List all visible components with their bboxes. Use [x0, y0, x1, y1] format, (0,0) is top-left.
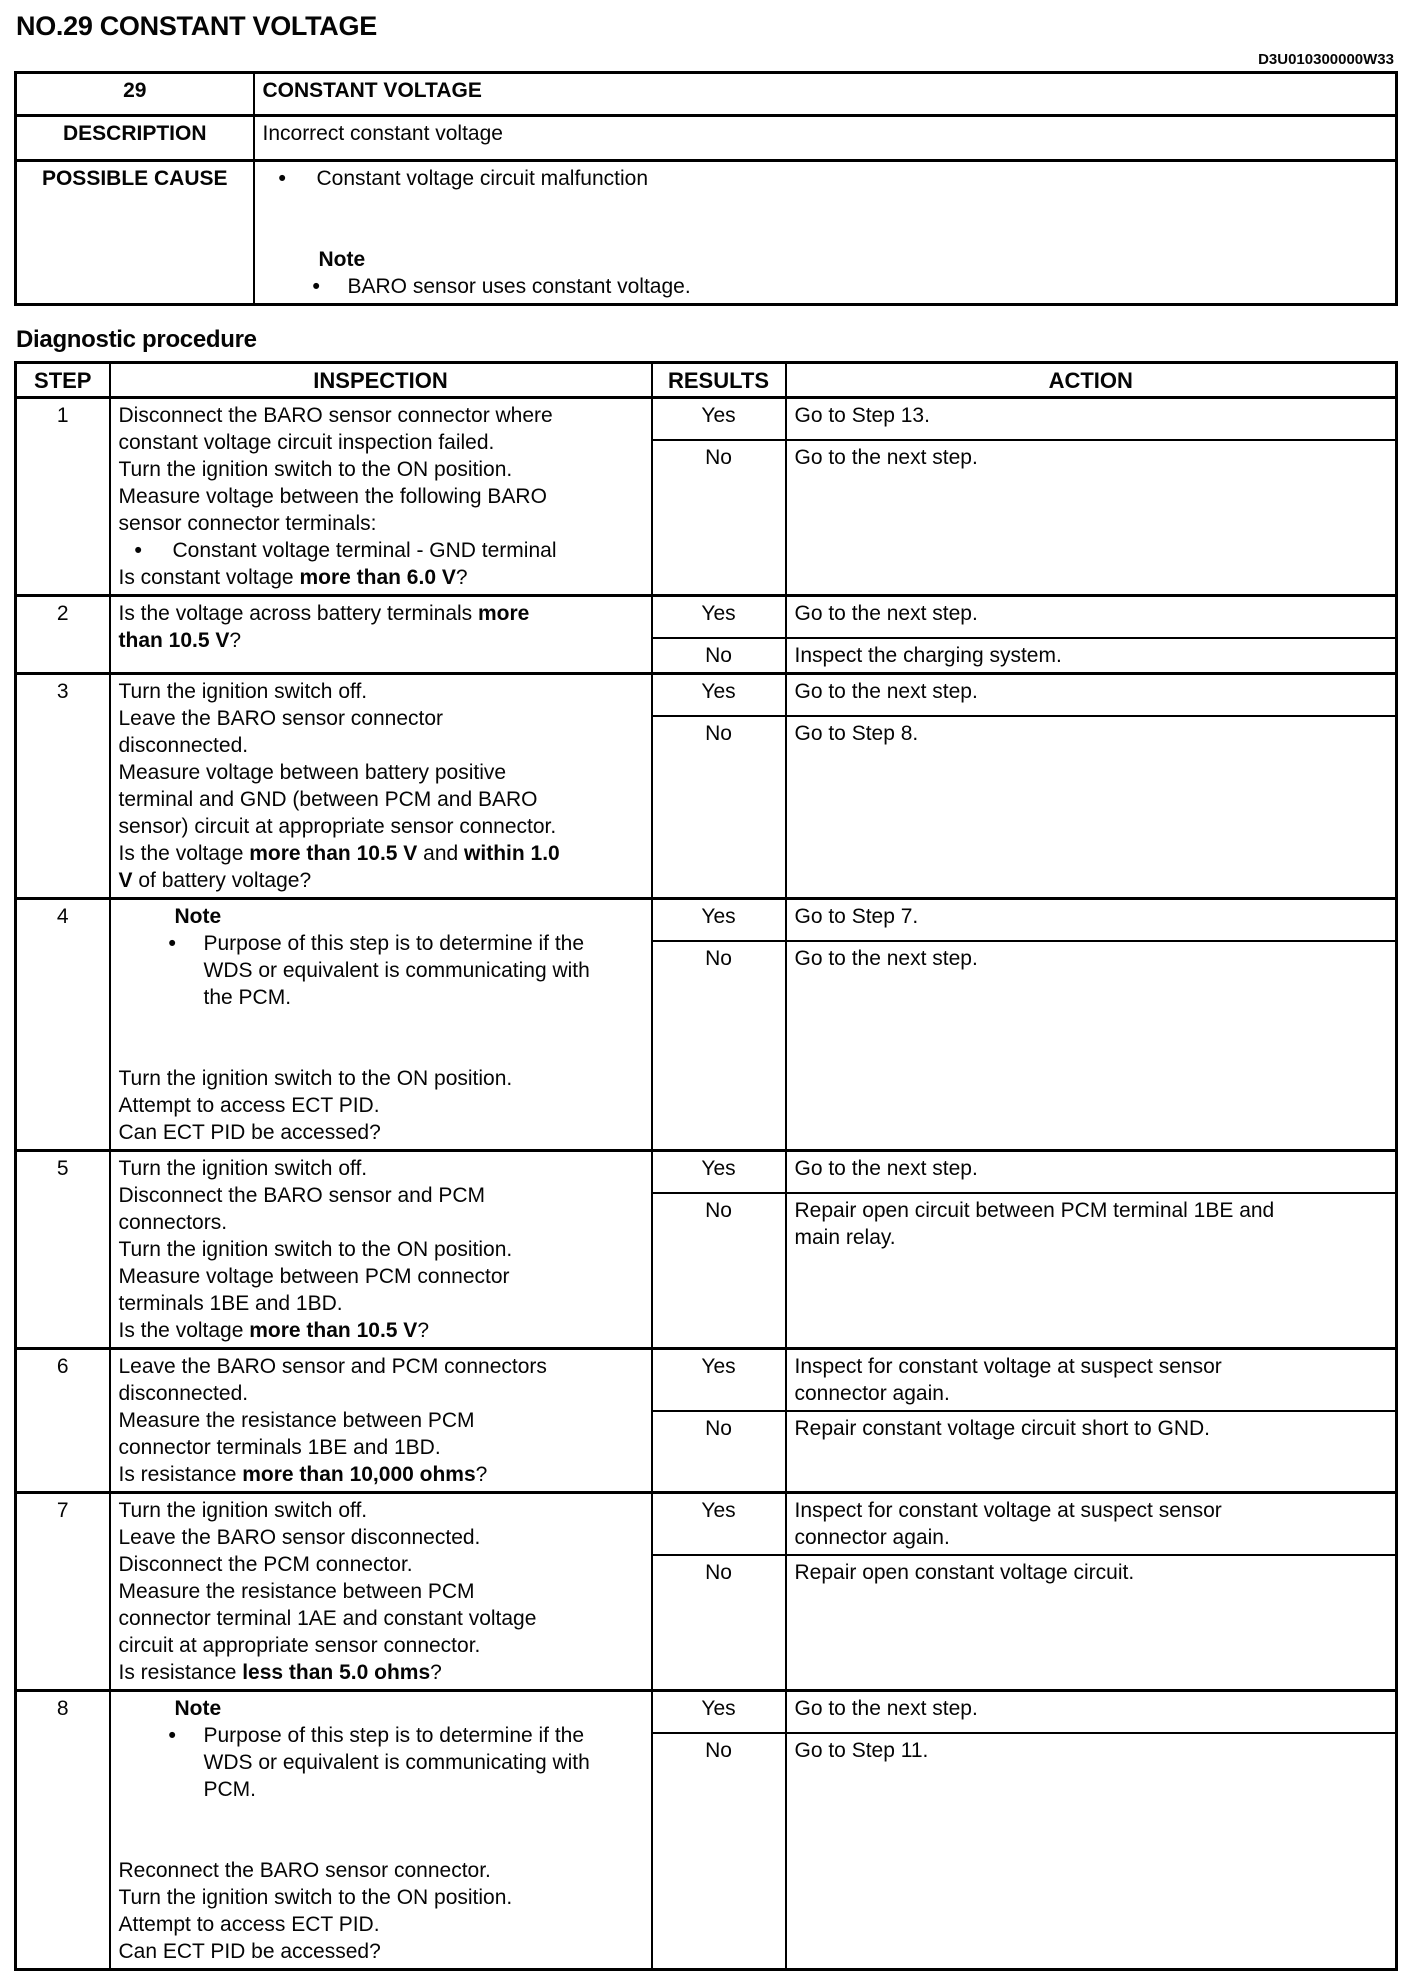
dtc-title-cell: CONSTANT VOLTAGE [254, 73, 1397, 116]
text-line: Is the voltage across battery terminals more [118, 602, 530, 625]
text-line: Disconnect the BARO sensor and PCM [118, 1184, 485, 1207]
step-number: 3 [16, 674, 110, 899]
text-line: Go to the next step. [794, 680, 978, 703]
text-line: connector again. [794, 1382, 950, 1405]
text-line: than 10.5 V? [118, 629, 242, 652]
text-line: Constant voltage circuit malfunction [316, 167, 648, 190]
text-line: disconnected. [118, 1382, 249, 1405]
text-block [119, 930, 643, 1011]
action-cell [786, 941, 1397, 1151]
table-row [16, 674, 1397, 717]
result-cell: Yes [652, 1691, 786, 1734]
action-cell [786, 398, 1397, 441]
text-block-body [119, 1497, 537, 1686]
possible-cause-content [254, 161, 1397, 305]
text-block [263, 273, 1388, 300]
text-line: Note [174, 905, 222, 928]
col-header-inspection: INSPECTION [110, 363, 652, 398]
text-line: Measure the resistance between PCM [118, 1409, 475, 1432]
action-cell [786, 674, 1397, 717]
text-block-body [173, 537, 557, 564]
text-block-body [119, 402, 553, 537]
text-line: Go to the next step. [794, 446, 978, 469]
possible-cause-label: POSSIBLE CAUSE [16, 161, 254, 305]
bullet-icon: • [168, 1724, 176, 1747]
text-block [119, 564, 643, 591]
text-block [119, 1722, 643, 1803]
summary-table [14, 71, 1398, 306]
step-number: 7 [16, 1493, 110, 1691]
text-block [119, 537, 643, 564]
text-block-body [119, 678, 560, 894]
text-line: Inspect the charging system. [794, 644, 1062, 667]
text-line: Turn the ignition switch off. [118, 1499, 368, 1522]
text-line: Turn the ignition switch to the ON position. [118, 1886, 513, 1909]
bullet-icon: • [168, 932, 176, 955]
step-number: 8 [16, 1691, 110, 1970]
result-cell: Yes [652, 398, 786, 441]
text-line: main relay. [794, 1226, 896, 1249]
text-line: Is constant voltage more than 6.0 V? [118, 566, 468, 589]
text-block [263, 165, 1388, 192]
result-cell: No [652, 1411, 786, 1493]
table-row [16, 1493, 1397, 1556]
text-line: Go to Step 8. [794, 722, 919, 745]
text-line: Repair constant voltage circuit short to GND. [794, 1417, 1211, 1440]
action-cell [786, 1691, 1397, 1734]
text-line: Turn the ignition switch off. [118, 680, 368, 703]
diagnostic-heading: Diagnostic procedure [16, 326, 257, 353]
text-line: Turn the ignition switch to the ON position. [118, 1067, 513, 1090]
text-line: Go to the next step. [794, 947, 978, 970]
text-line: Turn the ignition switch off. [118, 1157, 368, 1180]
action-cell [786, 638, 1397, 674]
table-row [16, 1691, 1397, 1734]
text-line: Go to Step 13. [794, 404, 930, 427]
result-cell: No [652, 941, 786, 1151]
text-block [119, 1353, 643, 1488]
spacer [263, 192, 1388, 246]
text-block [263, 246, 1388, 273]
text-line: terminals 1BE and 1BD. [118, 1292, 343, 1315]
text-line: Turn the ignition switch to the ON position. [118, 1238, 513, 1261]
action-cell [786, 1411, 1397, 1493]
text-block [119, 1065, 643, 1146]
result-cell: Yes [652, 1349, 786, 1412]
result-cell: Yes [652, 1493, 786, 1556]
text-line: Measure voltage between the following BARO [118, 485, 547, 508]
table-row [16, 1151, 1397, 1194]
text-block [119, 903, 643, 930]
table-row [16, 596, 1397, 639]
text-line: V of battery voltage? [118, 869, 312, 892]
text-line: Measure voltage between PCM connector [118, 1265, 510, 1288]
step-number: 2 [16, 596, 110, 674]
text-line: Disconnect the PCM connector. [118, 1553, 413, 1576]
action-cell [786, 596, 1397, 639]
result-cell: No [652, 440, 786, 596]
text-line: Purpose of this step is to determine if the [203, 932, 585, 955]
text-line: Constant voltage terminal - GND terminal [172, 539, 557, 562]
result-cell: No [652, 638, 786, 674]
action-cell [786, 1493, 1397, 1556]
text-block-body [319, 246, 366, 273]
text-line: Note [174, 1697, 222, 1720]
text-block-body [119, 600, 530, 654]
action-cell [786, 440, 1397, 596]
bullet-icon: • [312, 275, 320, 298]
text-block [119, 1695, 643, 1722]
text-line: Can ECT PID be accessed? [118, 1121, 381, 1144]
result-cell: No [652, 716, 786, 899]
inspection-cell [110, 596, 652, 674]
text-line: WDS or equivalent is communicating with [203, 959, 590, 982]
step-number: 5 [16, 1151, 110, 1349]
text-block-body [119, 1353, 547, 1488]
text-line: Leave the BARO sensor disconnected. [118, 1526, 481, 1549]
text-line: Go to the next step. [794, 602, 978, 625]
action-cell [786, 1733, 1397, 1970]
text-line: Leave the BARO sensor connector [118, 707, 444, 730]
step-number: 6 [16, 1349, 110, 1493]
text-line: Repair open circuit between PCM terminal 1BE and [794, 1199, 1275, 1222]
text-block-body [119, 1857, 513, 1965]
text-line: WDS or equivalent is communicating with [203, 1751, 590, 1774]
text-line: Is the voltage more than 10.5 V and within 1.0 [118, 842, 560, 865]
result-cell: No [652, 1733, 786, 1970]
description-label: DESCRIPTION [16, 116, 254, 161]
spacer [119, 1803, 643, 1857]
text-block-body [119, 564, 468, 591]
text-block-body [175, 1695, 222, 1722]
bullet-icon: • [134, 539, 142, 562]
step-number: 1 [16, 398, 110, 596]
text-line: Purpose of this step is to determine if the [203, 1724, 585, 1747]
description-value: Incorrect constant voltage [254, 116, 1397, 161]
text-line: Leave the BARO sensor and PCM connectors [118, 1355, 547, 1378]
text-block-body [175, 903, 222, 930]
inspection-cell [110, 899, 652, 1151]
text-line: Go to Step 11. [794, 1739, 929, 1762]
text-block-body [317, 165, 649, 192]
text-line: connector terminals 1BE and 1BD. [118, 1436, 441, 1459]
text-block-body [204, 1722, 590, 1803]
inspection-cell [110, 674, 652, 899]
text-line: circuit at appropriate sensor connector. [118, 1634, 481, 1657]
text-line: Is resistance more than 10,000 ohms? [118, 1463, 488, 1486]
text-line: Measure the resistance between PCM [118, 1580, 475, 1603]
result-cell: Yes [652, 674, 786, 717]
text-block [119, 1155, 643, 1344]
text-line: Go to the next step. [794, 1157, 978, 1180]
text-line: constant voltage circuit inspection failed. [118, 431, 495, 454]
table-row [16, 116, 1397, 161]
inspection-cell [110, 398, 652, 596]
text-line: the PCM. [203, 986, 292, 1009]
text-line: connector terminal 1AE and constant voltage [118, 1607, 537, 1630]
inspection-cell [110, 1691, 652, 1970]
text-line: Reconnect the BARO sensor connector. [118, 1859, 491, 1882]
col-header-step: STEP [16, 363, 110, 398]
bullet-icon: • [278, 167, 286, 190]
text-block [119, 402, 643, 537]
table-row [16, 899, 1397, 942]
text-line: Attempt to access ECT PID. [118, 1913, 380, 1936]
text-line: connectors. [118, 1211, 228, 1234]
text-line: BARO sensor uses constant voltage. [347, 275, 691, 298]
action-cell [786, 1349, 1397, 1412]
text-block-body [348, 273, 691, 300]
diagnostic-table [14, 361, 1398, 1971]
inspection-cell [110, 1493, 652, 1691]
text-line: Inspect for constant voltage at suspect sensor [794, 1355, 1222, 1378]
text-line: disconnected. [118, 734, 249, 757]
dtc-number-cell: 29 [16, 73, 254, 116]
text-line: sensor) circuit at appropriate sensor connector. [118, 815, 557, 838]
text-line: connector again. [794, 1526, 950, 1549]
text-block-body [119, 1065, 513, 1146]
table-row [16, 398, 1397, 441]
text-line: PCM. [203, 1778, 256, 1801]
action-cell [786, 1193, 1397, 1349]
text-line: Attempt to access ECT PID. [118, 1094, 380, 1117]
text-block-body [204, 930, 590, 1011]
text-block-body [119, 1155, 513, 1344]
result-cell: Yes [652, 596, 786, 639]
action-cell [786, 1151, 1397, 1194]
text-block [119, 600, 643, 654]
action-cell [786, 1555, 1397, 1691]
result-cell: No [652, 1555, 786, 1691]
inspection-cell [110, 1151, 652, 1349]
doc-code: D3U010300000W33 [1258, 51, 1394, 68]
text-line: Disconnect the BARO sensor connector where [118, 404, 553, 427]
result-cell: Yes [652, 899, 786, 942]
text-line: Repair open constant voltage circuit. [794, 1561, 1135, 1584]
text-line: Go to the next step. [794, 1697, 978, 1720]
text-line: Is the voltage more than 10.5 V? [118, 1319, 429, 1342]
text-block [119, 1857, 643, 1965]
text-block [119, 678, 643, 894]
text-line: sensor connector terminals: [118, 512, 377, 535]
text-line: terminal and GND (between PCM and BARO [118, 788, 538, 811]
result-cell: No [652, 1193, 786, 1349]
result-cell: Yes [652, 1151, 786, 1194]
text-line: Measure voltage between battery positive [118, 761, 507, 784]
action-cell [786, 716, 1397, 899]
table-row [16, 161, 1397, 305]
col-header-action: ACTION [786, 363, 1397, 398]
col-header-results: RESULTS [652, 363, 786, 398]
text-line: Is resistance less than 5.0 ohms? [118, 1661, 442, 1684]
page-title: NO.29 CONSTANT VOLTAGE [16, 11, 377, 41]
table-row [16, 1349, 1397, 1412]
table-header-row [16, 363, 1397, 398]
text-line: Turn the ignition switch to the ON position. [118, 458, 513, 481]
spacer [119, 1011, 643, 1065]
text-block [119, 1497, 643, 1686]
table-row [16, 73, 1397, 116]
text-line: Go to Step 7. [794, 905, 919, 928]
text-line: Note [318, 248, 366, 271]
inspection-cell [110, 1349, 652, 1493]
step-number: 4 [16, 899, 110, 1151]
text-line: Can ECT PID be accessed? [118, 1940, 381, 1963]
action-cell [786, 899, 1397, 942]
text-line: Inspect for constant voltage at suspect sensor [794, 1499, 1222, 1522]
